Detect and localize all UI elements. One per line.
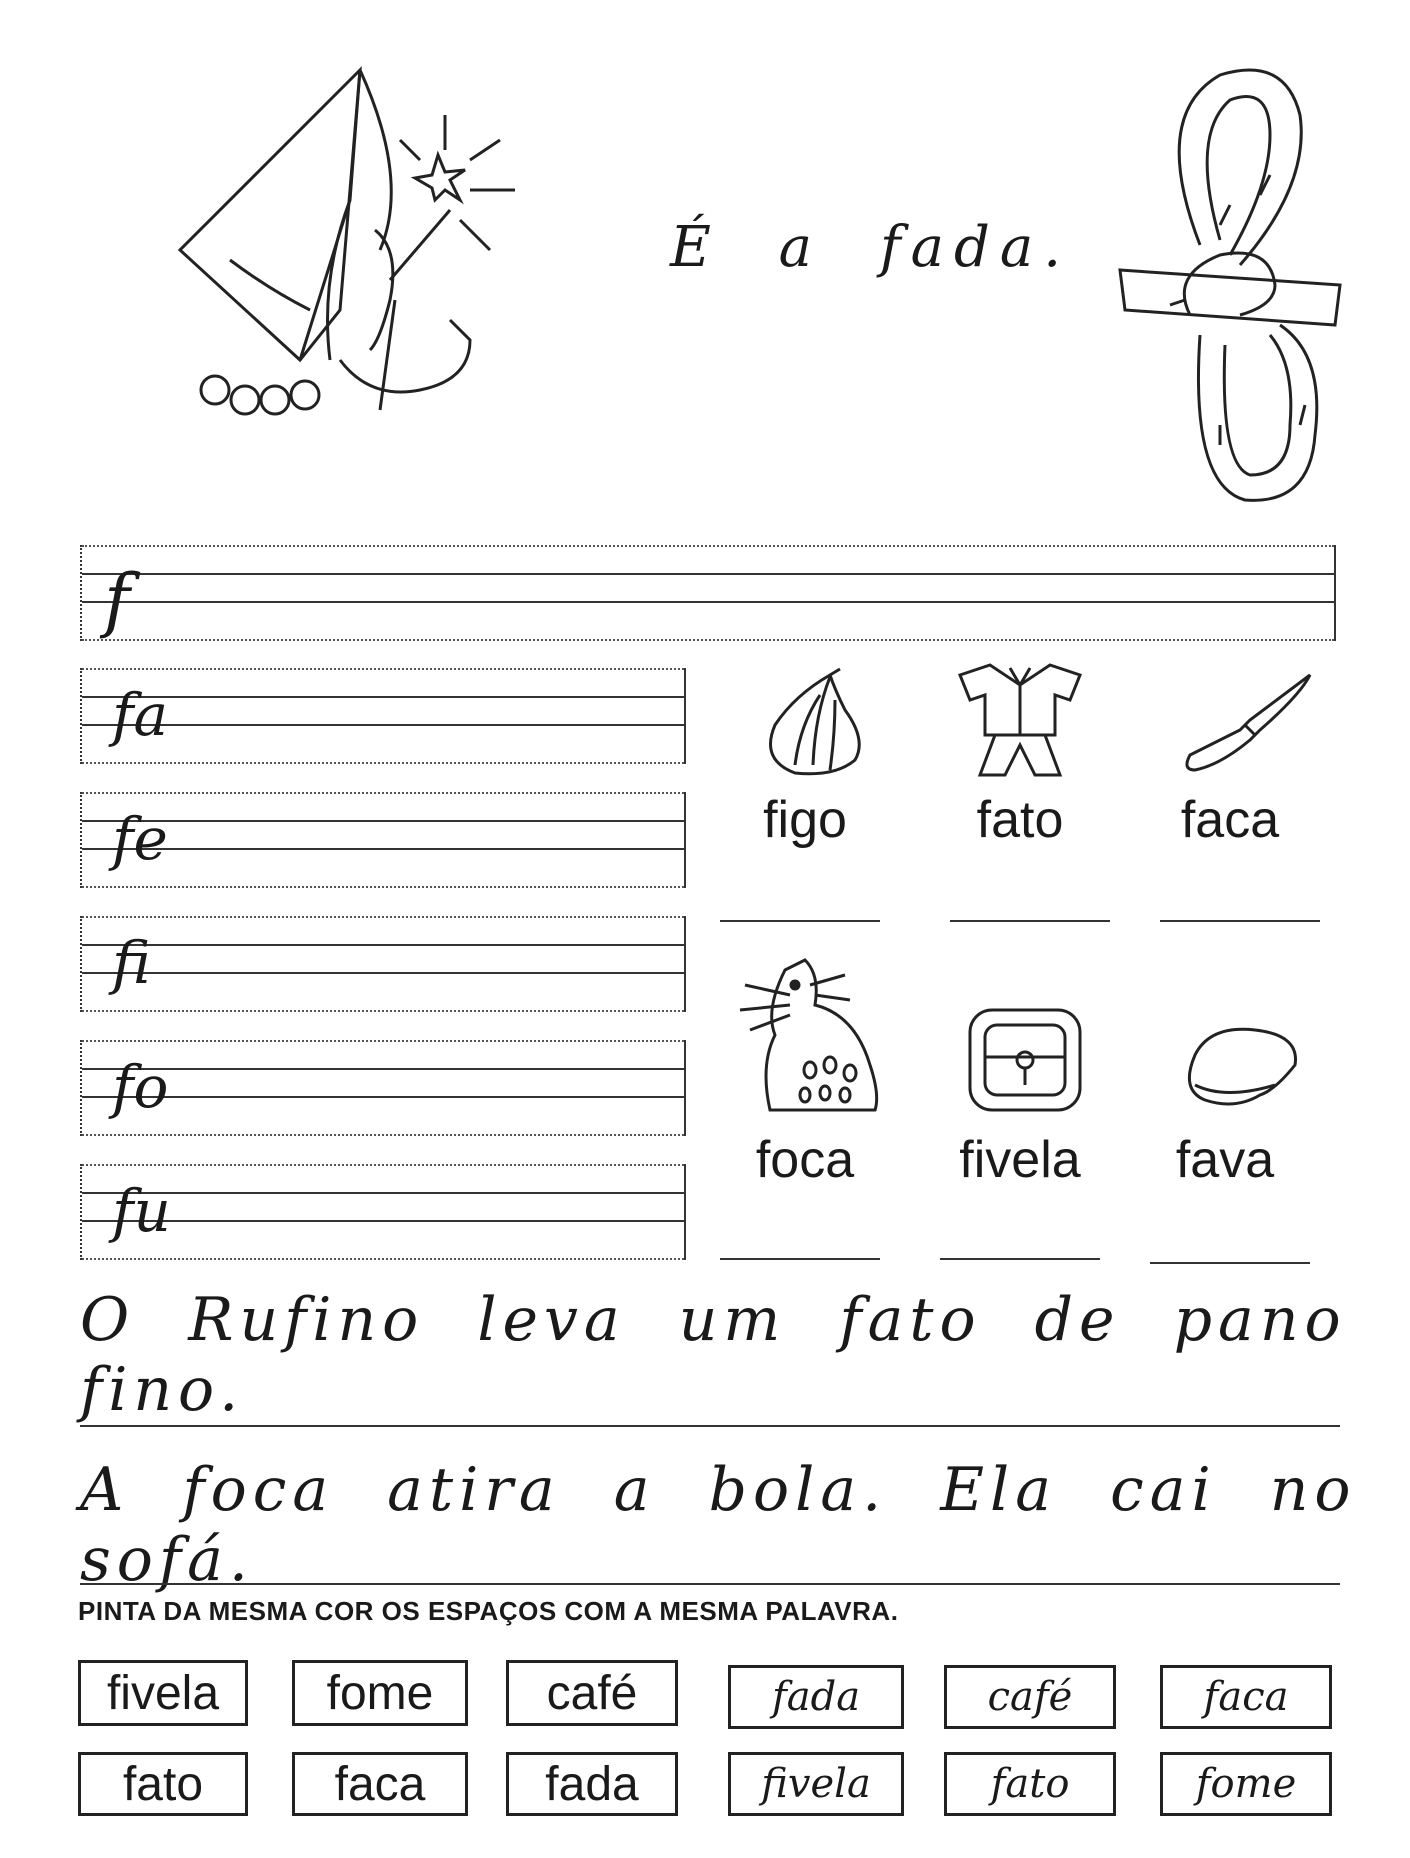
staff-letter-f: f	[104, 559, 130, 641]
staff-fo	[80, 1040, 686, 1136]
knife-icon	[1180, 670, 1320, 780]
word-box[interactable]: fada	[506, 1752, 678, 1816]
word-box[interactable]: café	[944, 1665, 1116, 1729]
fig-icon	[755, 665, 875, 785]
word-box[interactable]: fada	[728, 1665, 904, 1729]
answer-blank-figo[interactable]	[720, 920, 880, 922]
word-box[interactable]: fome	[292, 1660, 468, 1726]
seal-icon	[735, 955, 885, 1115]
sentence-1: O Rufino leva um fato de pano fino.	[80, 1285, 1347, 1425]
suit-icon	[950, 660, 1090, 780]
staff-fu	[80, 1164, 686, 1260]
syllable-fo: fo	[112, 1053, 169, 1121]
word-faca: faca	[1180, 791, 1280, 849]
word-fato: fato	[976, 791, 1064, 849]
writing-line-1[interactable]	[80, 1425, 1340, 1427]
letter-f-stroke-diagram	[1110, 55, 1360, 505]
word-box[interactable]: fato	[78, 1752, 248, 1816]
fairy-illustration	[170, 60, 550, 460]
syllable-fi: fi	[112, 929, 151, 997]
word-fivela: fivela	[959, 1131, 1081, 1189]
word-foca: foca	[755, 1131, 855, 1189]
word-fava: fava	[1175, 1131, 1275, 1189]
bean-icon	[1175, 1015, 1305, 1115]
word-figo: figo	[763, 791, 847, 849]
sentence-2: A foca atira a bola. Ela cai no sofá.	[80, 1455, 1357, 1595]
answer-blank-faca[interactable]	[1160, 920, 1320, 922]
buckle-icon	[965, 1005, 1085, 1115]
page-title: É a fada.	[670, 215, 1072, 280]
answer-blank-fato[interactable]	[950, 920, 1110, 922]
word-box[interactable]: fato	[944, 1752, 1116, 1816]
word-box[interactable]: faca	[292, 1752, 468, 1816]
staff-main	[80, 545, 1336, 641]
word-box[interactable]: café	[506, 1660, 678, 1726]
syllable-fa: fa	[112, 681, 169, 749]
staff-fe	[80, 792, 686, 888]
answer-blank-fava[interactable]	[1150, 1262, 1310, 1264]
word-box[interactable]: faca	[1160, 1665, 1332, 1729]
answer-blank-fivela[interactable]	[940, 1258, 1100, 1260]
staff-fa	[80, 668, 686, 764]
word-box[interactable]: fivela	[728, 1752, 904, 1816]
word-box[interactable]: fivela	[78, 1660, 248, 1726]
syllable-fu: fu	[112, 1177, 171, 1245]
word-box[interactable]: fome	[1160, 1752, 1332, 1816]
staff-fi	[80, 916, 686, 1012]
syllable-fe: fe	[112, 805, 168, 873]
answer-blank-foca[interactable]	[720, 1258, 880, 1260]
instruction-text: PINTA DA MESMA COR OS ESPAÇOS COM A MESMA PALAVRA.	[78, 1596, 899, 1626]
writing-line-2[interactable]	[80, 1583, 1340, 1585]
